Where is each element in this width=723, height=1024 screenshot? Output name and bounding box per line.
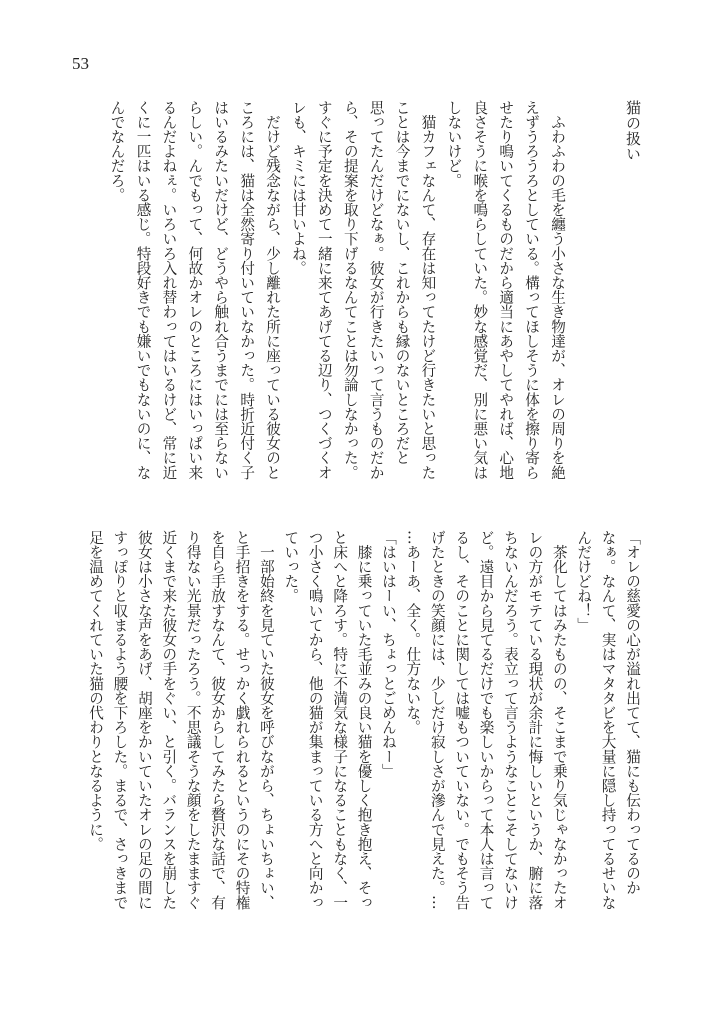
text-line: なぁ。なんて、実はマタタビを大量に隠し持ってるせいな <box>599 530 617 910</box>
text-line: ちないんだろう。表立って言うようなことこそしてないけ <box>501 530 519 910</box>
text-line: るし、そのことに関しては嘘もついていない。でもそう告 <box>453 530 471 910</box>
text-line: 「オレの慈愛の心が溢れ出てて、猫にも伝わってるのか <box>624 530 641 895</box>
text-line: 「はいはーい、ちょっとごめんねー」 <box>379 530 397 779</box>
text-line: り得ない光景だったろう。不思議そうな顔をしたまますぐ <box>184 530 202 910</box>
text-line: と手招きをする。せっかく戯れられるというのにその特権 <box>233 530 251 910</box>
text-line: すぐに予定を決めて一緒に来てあげてる辺り、つくづくオ <box>315 100 333 480</box>
bottom-text-block <box>83 530 644 920</box>
text-line: 猫カフェなんて、存在は知ってたけど行きたいと思った <box>419 100 437 480</box>
text-line: せたり鳴いてくるものだから適当にあやしてやれば、心地 <box>497 100 515 480</box>
text-line: だけど残念ながら、少し離れた所に座っている彼女のと <box>264 100 282 480</box>
text-line: 茶化してはみたものの、そこまで乗り気じゃなかったオ <box>550 530 568 910</box>
text-line: すっぽりと収まるよう腰を下ろした。まるで、さっきまで <box>111 530 129 910</box>
text-line: ことは今までにないし、これからも縁のないところだと <box>393 100 411 465</box>
text-line: るんだよねぇ。いろいろ入れ替わってはいるけど、常に近 <box>160 100 178 480</box>
text-line: えずうろうろとしている。構ってほしそうに体を擦り寄ら <box>523 100 541 480</box>
text-line: 膝に乗っていた毛並みの良い猫を優しく抱き抱え、そっ <box>355 530 373 910</box>
text-line: 彼女は小さな声をあげ、胡座をかいていたオレの足の間に <box>135 530 153 910</box>
text-line: しないけど。 <box>445 100 463 188</box>
text-line: を自ら手放すなんて、彼女からしてみたら贅沢な話で、有 <box>209 530 227 910</box>
text-line: げたときの笑顔には、少しだけ寂しさが滲んで見えた。… <box>428 530 446 910</box>
text-line: 近くまで来た彼女の手をぐい、と引く。バランスを崩した <box>160 530 178 910</box>
text-line: レの方がモテている現状が余計に悔しいというか、腑に落 <box>526 530 544 910</box>
text-line: 良さそうに喉を鳴らしていた。妙な感覚だ、別に悪い気は <box>471 100 489 480</box>
text-line: はいるみたいだけど、どうやら触れ合うまでには至らない <box>212 100 230 480</box>
text-line: らしい。んでもって、何故かオレのところにはいっぱい来 <box>186 100 204 480</box>
text-line: 足を温めてくれていた猫の代わりとなるように。 <box>87 530 105 852</box>
text-line: んだけどね！」 <box>575 530 593 633</box>
text-line: ら、その提案を取り下げるなんてことは勿論しなかった。 <box>341 100 359 480</box>
text-line: 一部始終を見ていた彼女を呼びながら、ちょいちょい、 <box>257 530 275 910</box>
chapter-title: 猫の扱い <box>624 100 642 162</box>
page-number: 53 <box>72 54 89 73</box>
text-line: ころには、猫は全然寄り付いていなかった。時折近付く子 <box>238 100 256 480</box>
top-text-block <box>104 100 570 490</box>
text-line: ふわふわの毛を纏う小さな生き物達が、オレの周りを絶 <box>549 100 566 480</box>
text-line: ど。遠目から見てるだけでも楽しいからって本人は言って <box>477 530 495 910</box>
text-line: くに一匹はいる感じ。特段好きでも嫌いでもないのに、な <box>134 100 152 480</box>
text-line: 思ってたんだけどなぁ。彼女が行きたいって言うものだか <box>367 100 385 480</box>
text-line: と床へと降ろす。特に不満気な様子になることもなく、一 <box>331 530 349 910</box>
text-line: ていった。 <box>282 530 300 603</box>
text-line: んでなんだろ。 <box>108 100 126 203</box>
text-line: …あーあ、全く。仕方ないな。 <box>404 530 422 735</box>
text-line: つ小さく鳴いてから、他の猫が集まっている方へと向かっ <box>306 530 324 910</box>
text-line: レも、キミには甘いよね。 <box>289 100 307 276</box>
